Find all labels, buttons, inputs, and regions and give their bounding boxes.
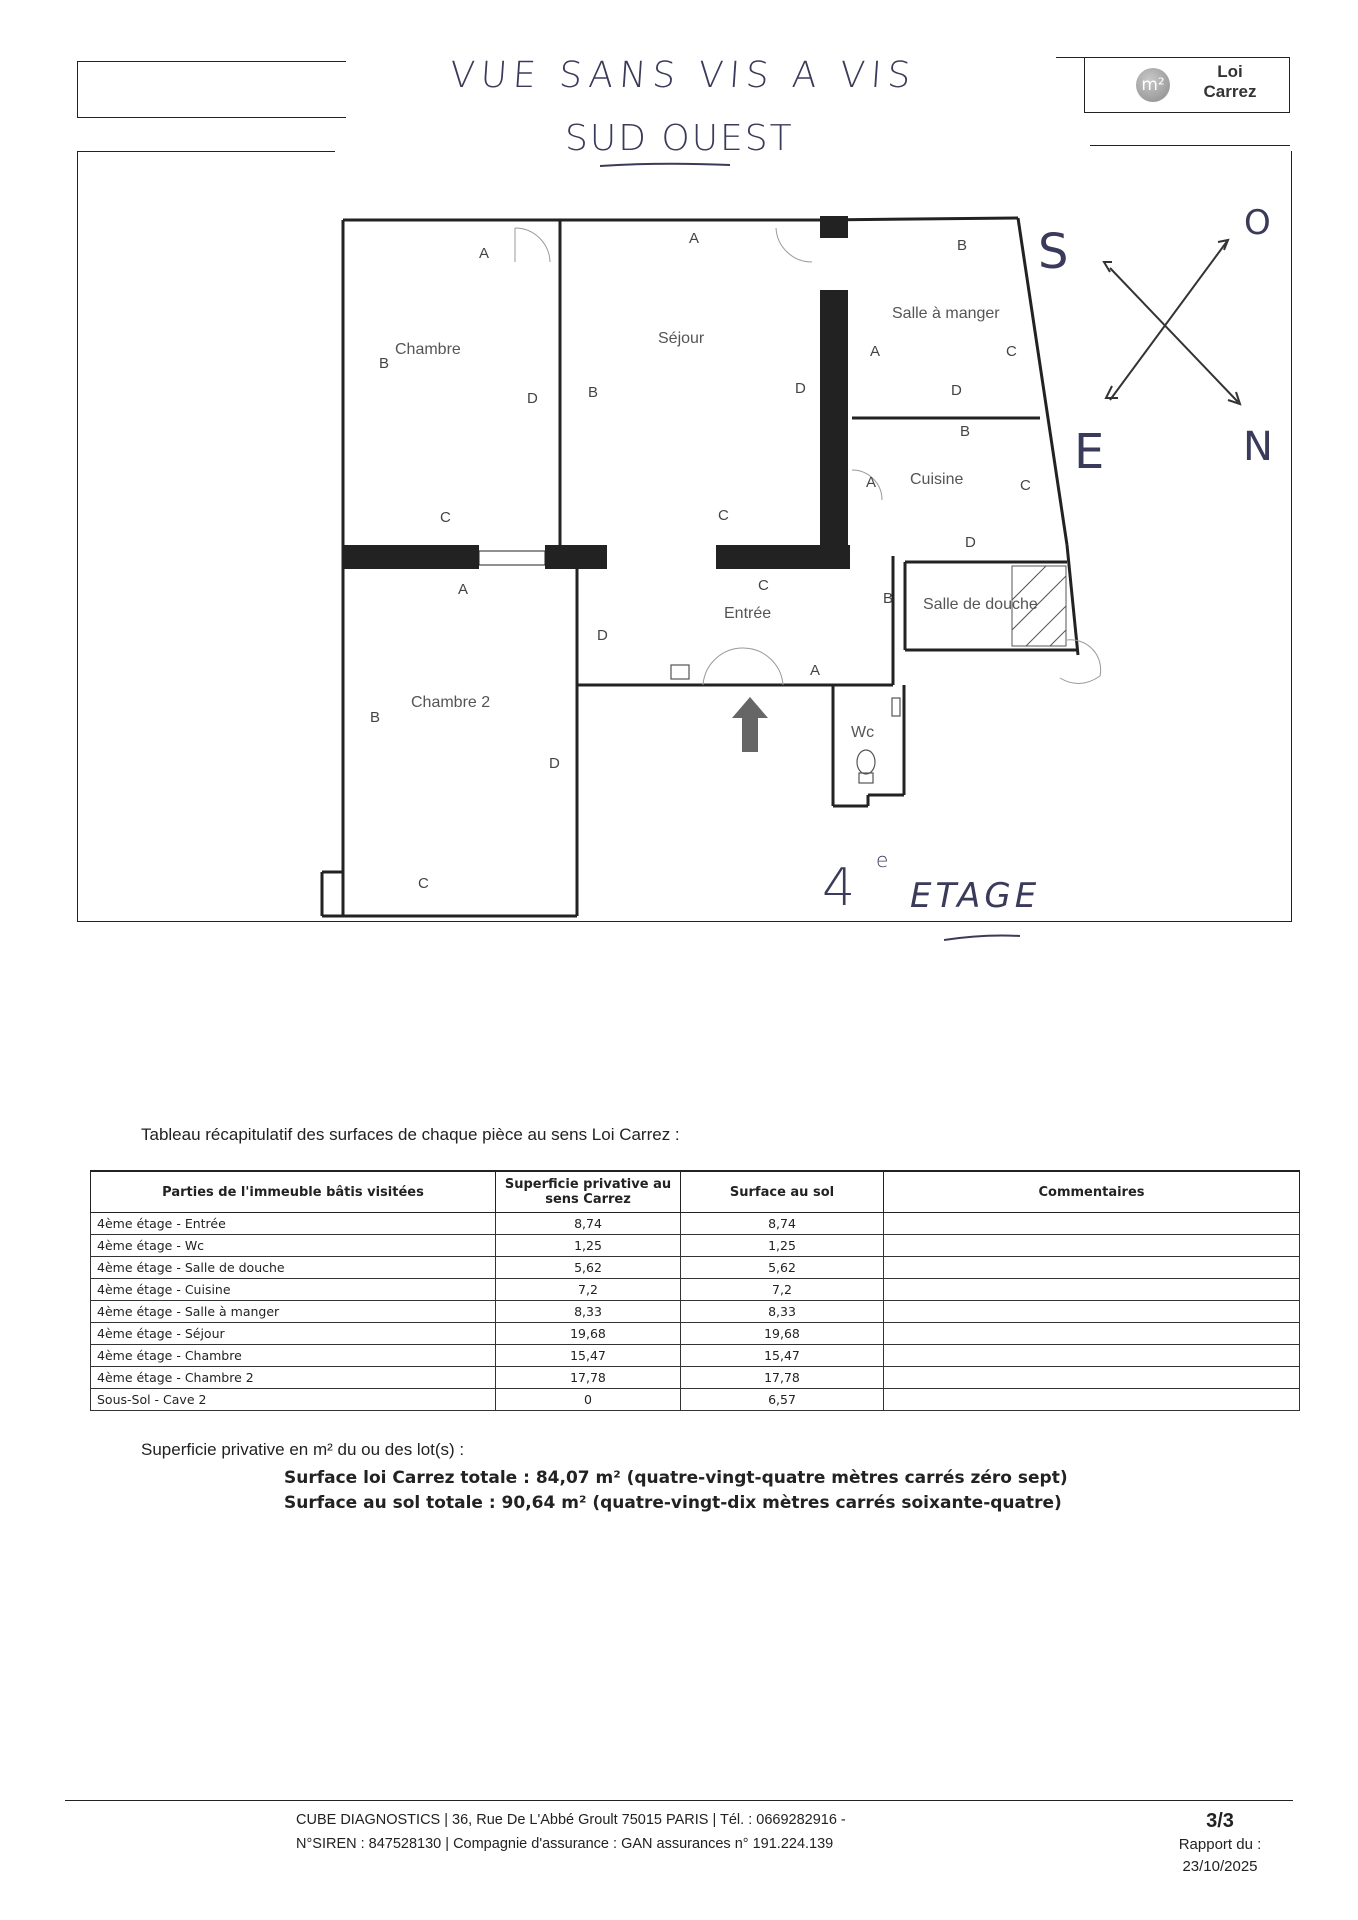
row-sol: 1,25 — [681, 1235, 884, 1257]
row-comment — [884, 1323, 1300, 1345]
row-sol: 7,2 — [681, 1279, 884, 1301]
table-row — [91, 1279, 1300, 1301]
table-row — [91, 1323, 1300, 1345]
svg-text:Chambre 2: Chambre 2 — [411, 694, 491, 711]
svg-text:Cuisine: Cuisine — [910, 471, 964, 488]
svg-text:C: C — [1006, 343, 1017, 360]
handwritten-floor-number: 4 — [822, 858, 862, 918]
privative-label: Superficie privative en m² du ou des lot(s) : — [141, 1440, 465, 1459]
footer-company: CUBE DIAGNOSTICS | 36, Rue De L'Abbé Groult 75015 PARIS | Tél. : 0669282916 - — [296, 1812, 846, 1828]
handwritten-view-note: VUE SANS VIS A VIS — [448, 55, 918, 96]
svg-text:Salle de douche: Salle de douche — [923, 596, 1038, 613]
page-number: 3/3 — [1206, 1810, 1234, 1832]
svg-text:A: A — [870, 343, 881, 360]
report-date: 23/10/2025 — [1182, 1858, 1258, 1875]
svg-text:B: B — [379, 355, 390, 372]
total-sol: Surface au sol totale : 90,64 m² (quatre-vingt-dix mètres carrés soixante-quatre) — [284, 1493, 1062, 1513]
row-comment — [884, 1367, 1300, 1389]
svg-text:D: D — [951, 382, 962, 399]
handwritten-floor-word: ETAGE — [910, 876, 1041, 916]
compass-n: N — [1243, 424, 1273, 470]
handwritten-floor-sup: e — [876, 848, 895, 872]
row-part: 4ème étage - Séjour — [91, 1323, 496, 1345]
row-sol: 19,68 — [681, 1323, 884, 1345]
row-comment — [884, 1279, 1300, 1301]
row-sol: 6,57 — [681, 1389, 884, 1411]
table-row — [91, 1367, 1300, 1389]
row-sol: 15,47 — [681, 1345, 884, 1367]
row-sol: 17,78 — [681, 1367, 884, 1389]
row-carrez: 8,33 — [496, 1301, 681, 1323]
row-part: 4ème étage - Cuisine — [91, 1279, 496, 1301]
compass-o: O — [1244, 203, 1271, 243]
compass-s: S — [1038, 224, 1069, 280]
svg-text:C: C — [718, 507, 729, 524]
table-row — [91, 1389, 1300, 1411]
loi-title-line1: Loi — [1217, 62, 1243, 81]
row-part: 4ème étage - Entrée — [91, 1213, 496, 1235]
footer-divider — [65, 1800, 1293, 1801]
table-row — [91, 1345, 1300, 1367]
row-comment — [884, 1257, 1300, 1279]
svg-text:D: D — [965, 534, 976, 551]
svg-text:A: A — [689, 230, 700, 247]
svg-text:B: B — [960, 423, 971, 440]
header-superficie-carrez: Superficie privative au sens Carrez — [496, 1171, 681, 1213]
row-comment — [884, 1213, 1300, 1235]
svg-text:C: C — [1020, 477, 1031, 494]
svg-text:A: A — [458, 581, 469, 598]
table-row — [91, 1213, 1300, 1235]
row-part: 4ème étage - Salle à manger — [91, 1301, 496, 1323]
svg-text:D: D — [597, 627, 608, 644]
table-row — [91, 1301, 1300, 1323]
row-part: 4ème étage - Wc — [91, 1235, 496, 1257]
svg-text:C: C — [440, 509, 451, 526]
svg-text:D: D — [527, 390, 538, 407]
svg-text:B: B — [588, 384, 599, 401]
total-carrez: Surface loi Carrez totale : 84,07 m² (quatre-vingt-quatre mètres carrés zéro sept) — [284, 1468, 1068, 1488]
row-part: 4ème étage - Chambre — [91, 1345, 496, 1367]
row-carrez: 0 — [496, 1389, 681, 1411]
row-comment — [884, 1345, 1300, 1367]
report-label: Rapport du : — [1178, 1836, 1262, 1853]
footer-siren: N°SIREN : 847528130 | Compagnie d'assurance : GAN assurances n° 191.224.139 — [296, 1836, 834, 1852]
svg-text:B: B — [370, 709, 381, 726]
header-commentaires: Commentaires — [884, 1171, 1300, 1213]
loi-title-line2: Carrez — [1203, 82, 1257, 101]
compass-e: E — [1074, 424, 1105, 480]
row-sol: 8,33 — [681, 1301, 884, 1323]
svg-text:Wc: Wc — [851, 724, 875, 741]
entrance-arrow-icon — [732, 697, 768, 752]
surface-summary-table — [90, 1170, 1300, 1411]
summary-title: Tableau récapitulatif des surfaces de chaque pièce au sens Loi Carrez : — [141, 1125, 680, 1144]
row-carrez: 7,2 — [496, 1279, 681, 1301]
row-carrez: 19,68 — [496, 1323, 681, 1345]
svg-text:C: C — [418, 875, 429, 892]
svg-text:Salle à manger: Salle à manger — [892, 305, 1000, 322]
svg-text:D: D — [795, 380, 806, 397]
svg-text:D: D — [549, 755, 560, 772]
header-surface-sol: Surface au sol — [681, 1171, 884, 1213]
row-part: 4ème étage - Salle de douche — [91, 1257, 496, 1279]
row-carrez: 17,78 — [496, 1367, 681, 1389]
row-comment — [884, 1235, 1300, 1257]
svg-text:A: A — [810, 662, 821, 679]
svg-text:A: A — [866, 474, 877, 491]
row-carrez: 15,47 — [496, 1345, 681, 1367]
handwritten-etage-underline — [944, 930, 1024, 944]
svg-text:B: B — [883, 590, 894, 607]
row-comment — [884, 1301, 1300, 1323]
table-row — [91, 1235, 1300, 1257]
header-parties: Parties de l'immeuble bâtis visitées — [91, 1171, 496, 1213]
table-row — [91, 1257, 1300, 1279]
svg-text:C: C — [758, 577, 769, 594]
row-comment — [884, 1389, 1300, 1411]
row-part: Sous-Sol - Cave 2 — [91, 1389, 496, 1411]
svg-text:B: B — [957, 237, 968, 254]
row-carrez: 1,25 — [496, 1235, 681, 1257]
svg-text:A: A — [479, 245, 490, 262]
handwritten-orientation-note: SUD OUEST — [565, 118, 794, 159]
row-sol: 8,74 — [681, 1213, 884, 1235]
row-part: 4ème étage - Chambre 2 — [91, 1367, 496, 1389]
row-sol: 5,62 — [681, 1257, 884, 1279]
svg-text:Entrée: Entrée — [724, 605, 772, 622]
m2-logo-icon: m² — [1136, 68, 1170, 102]
svg-text:Séjour: Séjour — [658, 330, 705, 347]
svg-text:Chambre: Chambre — [395, 341, 461, 358]
row-carrez: 5,62 — [496, 1257, 681, 1279]
row-carrez: 8,74 — [496, 1213, 681, 1235]
